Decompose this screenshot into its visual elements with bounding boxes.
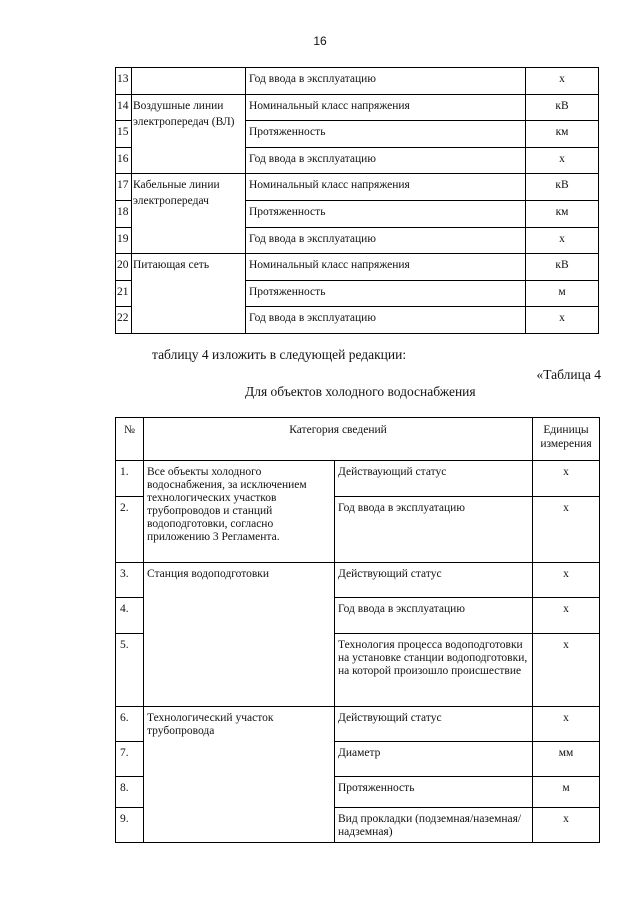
category-cell: Протяженность — [246, 280, 526, 307]
table-row — [116, 563, 600, 598]
unit-cell: х — [533, 461, 600, 497]
category-cell: Год ввода в эксплуатацию — [335, 598, 533, 634]
category-cell: Протяженность — [246, 200, 526, 227]
row-number: 13 — [116, 68, 132, 95]
object-group-cable-lines: Кабельные линии электропередач — [132, 174, 246, 254]
category-cell: Год ввода в эксплуатацию — [246, 227, 526, 254]
unit-cell: х — [533, 563, 600, 598]
row-number: 8. — [116, 777, 144, 808]
row-number: 4. — [116, 598, 144, 634]
unit-cell: х — [526, 68, 599, 95]
category-cell: Действующий статус — [335, 563, 533, 598]
unit-cell: кВ — [526, 254, 599, 281]
unit-cell: км — [526, 200, 599, 227]
row-number: 21 — [116, 280, 132, 307]
category-cell: Вид прокладки (подземная/наземная/надземная) — [335, 808, 533, 843]
row-number: 7. — [116, 742, 144, 777]
unit-cell: х — [533, 634, 600, 707]
unit-cell: х — [526, 227, 599, 254]
category-cell: Протяженность — [335, 777, 533, 808]
unit-cell: мм — [533, 742, 600, 777]
row-number: 20 — [116, 254, 132, 281]
page-number: 16 — [313, 34, 327, 48]
row-number: 5. — [116, 634, 144, 707]
category-cell: Номинальный класс напряжения — [246, 174, 526, 201]
table-row — [116, 94, 599, 121]
row-number: 2. — [116, 497, 144, 563]
unit-cell: кВ — [526, 174, 599, 201]
row-number: 14 — [116, 94, 132, 121]
header-unit: Единицы измерения — [533, 418, 600, 461]
table-row — [116, 707, 600, 742]
header-number: № — [116, 418, 144, 461]
row-number: 6. — [116, 707, 144, 742]
category-cell: Год ввода в эксплуатацию — [246, 68, 526, 95]
category-cell: Действаующий статус — [335, 461, 533, 497]
unit-cell: км — [526, 121, 599, 148]
unit-cell: м — [526, 280, 599, 307]
table-label: «Таблица 4 — [536, 367, 601, 382]
unit-cell: кВ — [526, 94, 599, 121]
instruction-text: таблицу 4 изложить в следующей редакции: — [152, 347, 407, 362]
table-continuation — [115, 67, 599, 334]
category-cell: Год ввода в эксплуатацию — [335, 497, 533, 563]
category-cell: Год ввода в эксплуатацию — [246, 147, 526, 174]
table-row — [116, 174, 599, 201]
object-group-all-water-objects: Все объекты холодного водоснабжения, за исключением технологических участков трубопроводов и станций водоподготовки, согласно приложению 3 Регламента. — [144, 461, 335, 563]
row-number: 1. — [116, 461, 144, 497]
category-cell: Диаметр — [335, 742, 533, 777]
row-number: 19 — [116, 227, 132, 254]
category-cell: Протяженность — [246, 121, 526, 148]
unit-cell: х — [533, 497, 600, 563]
category-cell: Год ввода в эксплуатацию — [246, 307, 526, 334]
row-number: 16 — [116, 147, 132, 174]
unit-cell: м — [533, 777, 600, 808]
object-group-pipeline-section: Технологический участок трубопровода — [144, 707, 335, 843]
table-header-row — [116, 418, 600, 461]
row-number: 18 — [116, 200, 132, 227]
unit-cell: х — [526, 307, 599, 334]
unit-cell: х — [533, 707, 600, 742]
category-cell: Номинальный класс напряжения — [246, 254, 526, 281]
category-cell: Технология процесса водоподготовки на установке станции водоподготовки, на которой произошло происшествие — [335, 634, 533, 707]
unit-cell: х — [533, 598, 600, 634]
table-row — [116, 68, 599, 95]
object-group-water-treatment-station: Станция водоподготовки — [144, 563, 335, 707]
table-row — [116, 254, 599, 281]
row-number: 15 — [116, 121, 132, 148]
table-row — [116, 461, 600, 497]
row-number: 22 — [116, 307, 132, 334]
category-cell: Номинальный класс напряжения — [246, 94, 526, 121]
object-cell-empty — [132, 68, 246, 95]
row-number: 9. — [116, 808, 144, 843]
category-cell: Действующий статус — [335, 707, 533, 742]
table-4 — [115, 417, 600, 843]
header-category: Категория сведений — [144, 418, 533, 461]
row-number: 3. — [116, 563, 144, 598]
unit-cell: х — [533, 808, 600, 843]
row-number: 17 — [116, 174, 132, 201]
object-group-overhead-lines: Воздушные линии электропередач (ВЛ) — [132, 94, 246, 174]
table-title: Для объектов холодного водоснабжения — [245, 384, 476, 399]
object-group-feeder-network: Питающая сеть — [132, 254, 246, 334]
unit-cell: х — [526, 147, 599, 174]
